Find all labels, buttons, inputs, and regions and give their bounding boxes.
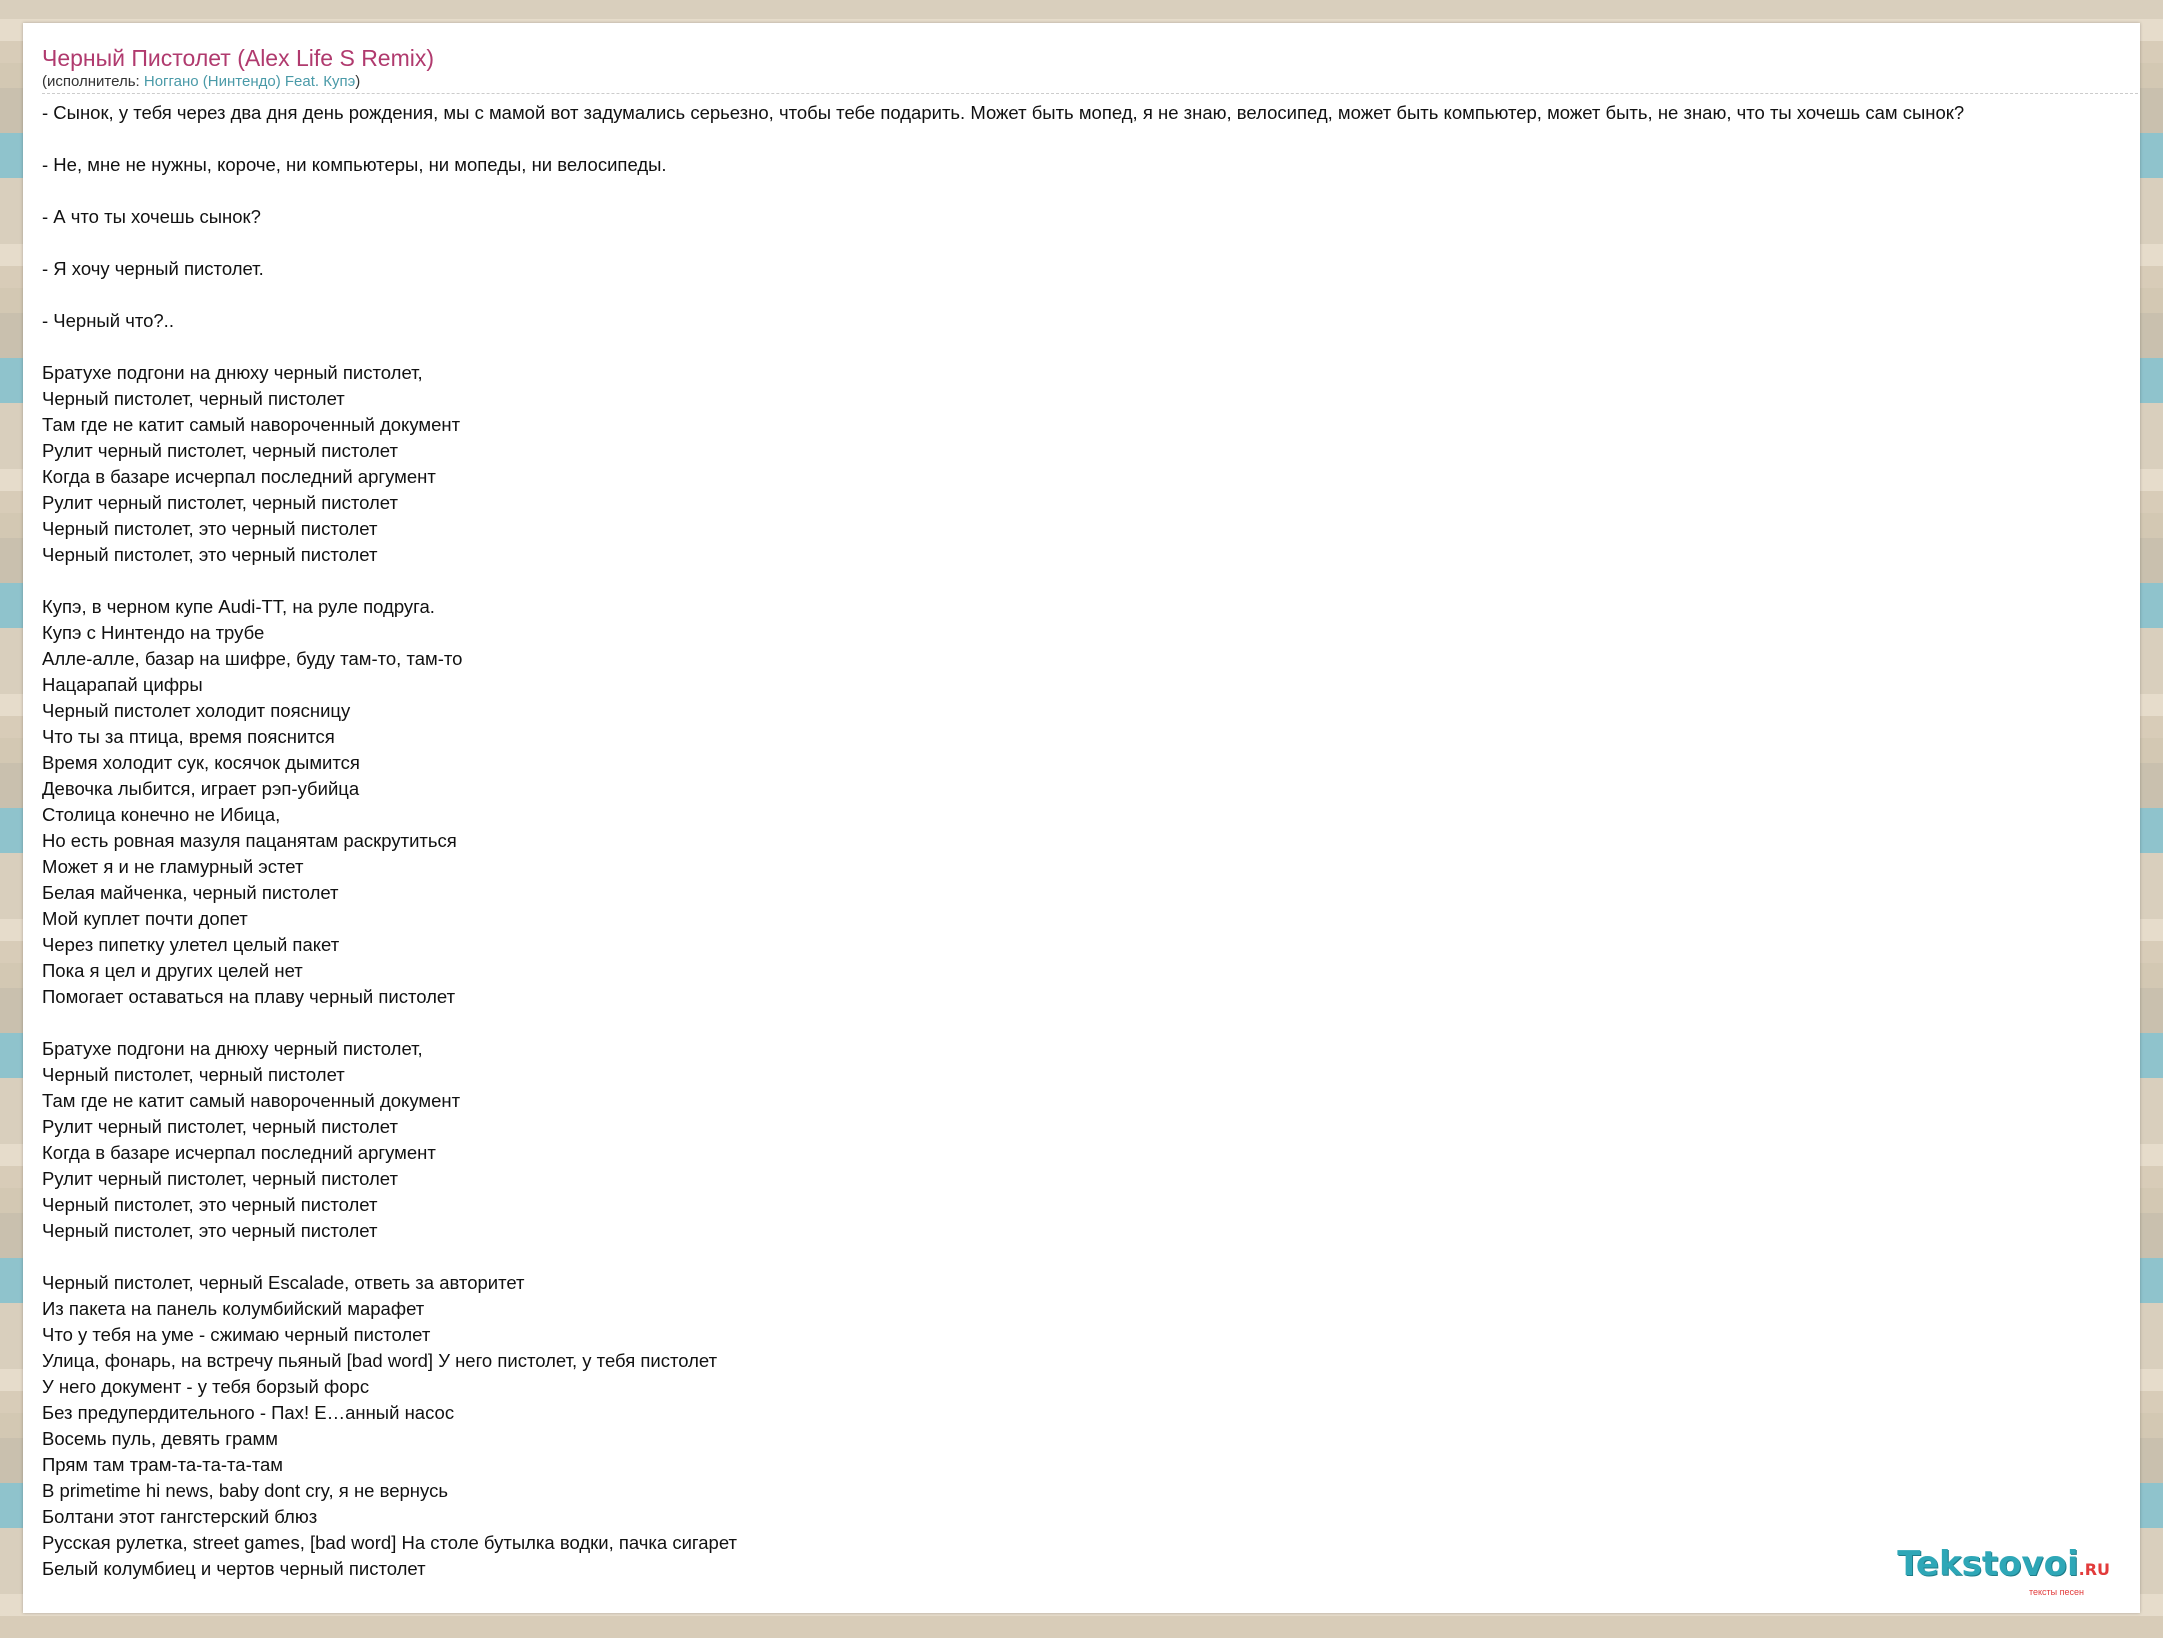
lyric-line: - Не, мне не нужны, короче, ни компьютеры, ни мопеды, ни велосипеды. <box>42 154 667 175</box>
lyric-line: Черный пистолет, это черный пистолет <box>42 1220 378 1241</box>
lyric-line: Купэ, в черном купе Audi-TT, на руле подруга. <box>42 596 435 617</box>
lyric-blank-line <box>42 282 2140 308</box>
lyric-line: Черный пистолет, черный пистолет <box>42 1064 345 1085</box>
lyric-line: Что ты за птица, время пояснится <box>42 726 335 747</box>
lyric-blank-line <box>42 126 2140 152</box>
lyric-line: - Сынок, у тебя через два дня день рождения, мы с мамой вот задумались серьезно, чтобы тебе подарить. Может быть мопед, я не знаю, велосипед, может быть компьютер, может быть, не знаю, что ты хочешь сам сынок? <box>42 102 1965 123</box>
lyric-line: У него документ - у тебя борзый форс <box>42 1376 370 1397</box>
performer-suffix: ) <box>355 73 361 90</box>
lyric-line: Черный пистолет, черный Escalade, ответь за авторитет <box>42 1272 525 1293</box>
lyric-line: Белый колумбиец и чертов черный пистолет <box>42 1558 426 1579</box>
lyric-line: В primetime hi news, baby dont cry, я не вернусь <box>42 1480 448 1501</box>
lyric-line: Когда в базаре исчерпал последний аргумент <box>42 1142 436 1163</box>
lyric-line: Черный пистолет холодит поясницу <box>42 700 351 721</box>
lyrics-page <box>23 23 2140 1613</box>
logo-tagline: тексты песен <box>2028 1587 2084 1597</box>
lyric-line: Рулит черный пистолет, черный пистолет <box>42 1116 398 1137</box>
lyric-line: Рулит черный пистолет, черный пистолет <box>42 440 398 461</box>
lyric-line: Девочка лыбится, играет рэп-убийца <box>42 778 360 799</box>
lyric-line: Из пакета на панель колумбийский марафет <box>42 1298 425 1319</box>
lyric-line: Там где не катит самый навороченный документ <box>42 1090 461 1111</box>
lyric-line: Черный пистолет, черный пистолет <box>42 388 345 409</box>
lyric-line: Пока я цел и других целей нет <box>42 960 303 981</box>
lyric-line: Черный пистолет, это черный пистолет <box>42 518 378 539</box>
lyric-line: Купэ с Нинтендо на трубе <box>42 622 265 643</box>
lyric-line: Мой куплет почти допет <box>42 908 248 929</box>
lyric-line: Братухе подгони на днюху черный пистолет, <box>42 362 423 383</box>
lyric-line: Но есть ровная мазуля пацанятам раскрутиться <box>42 830 457 851</box>
lyric-line: Время холодит сук, косячок дымится <box>42 752 360 773</box>
lyric-line: Рулит черный пистолет, черный пистолет <box>42 1168 398 1189</box>
lyric-line: Там где не катит самый навороченный документ <box>42 414 461 435</box>
lyric-line: Может я и не гламурный эстет <box>42 856 304 877</box>
lyric-line: - Черный что?.. <box>42 310 174 331</box>
lyric-blank-line <box>42 568 2140 594</box>
lyric-blank-line <box>42 334 2140 360</box>
lyric-line: Черный пистолет, это черный пистолет <box>42 544 378 565</box>
performer-line <box>42 73 2138 94</box>
lyric-line: - Я хочу черный пистолет. <box>42 258 264 279</box>
lyric-line: Что у тебя на уме - сжимаю черный пистолет <box>42 1324 431 1345</box>
lyric-line: Болтани этот гангстерский блюз <box>42 1506 318 1527</box>
performer-link[interactable]: Ноггано (Нинтендо) Feat. Купэ <box>143 73 356 90</box>
logo-tld: .RU <box>2078 1560 2110 1579</box>
lyric-line: Братухе подгони на днюху черный пистолет, <box>42 1038 423 1059</box>
lyrics-text <box>42 100 2140 1582</box>
content-area <box>42 43 2140 1582</box>
lyric-blank-line <box>42 1010 2140 1036</box>
tekstovoi-logo <box>1897 1544 2110 1597</box>
song-title: Черный Пистолет (Alex Life S Remix) <box>42 45 435 71</box>
lyric-line: Через пипетку улетел целый пакет <box>42 934 340 955</box>
lyric-blank-line <box>42 1244 2140 1270</box>
lyric-line: Без предупердительного - Пах! Е…анный насос <box>42 1402 455 1423</box>
lyric-line: Черный пистолет, это черный пистолет <box>42 1194 378 1215</box>
lyric-line: Помогает оставаться на плаву черный пистолет <box>42 986 456 1007</box>
logo-brand: Tekstovoi.RU <box>1897 1544 2110 1584</box>
lyric-line: Прям там трам-та-та-та-там <box>42 1454 284 1475</box>
lyric-line: Нацарапай цифры <box>42 674 203 695</box>
lyric-line: - А что ты хочешь сынок? <box>42 206 261 227</box>
performer-prefix: (исполнитель: <box>42 73 144 90</box>
lyric-line: Восемь пуль, девять грамм <box>42 1428 278 1449</box>
lyric-line: Алле-алле, базар на шифре, буду там-то, там-то <box>42 648 463 669</box>
lyric-line: Русская рулетка, street games, [bad word] На столе бутылка водки, пачка сигарет <box>42 1532 737 1553</box>
lyric-line: Рулит черный пистолет, черный пистолет <box>42 492 398 513</box>
lyric-line: Когда в базаре исчерпал последний аргумент <box>42 466 436 487</box>
lyric-line: Белая майченка, черный пистолет <box>42 882 339 903</box>
lyric-blank-line <box>42 230 2140 256</box>
lyric-blank-line <box>42 178 2140 204</box>
lyric-line: Улица, фонарь, на встречу пьяный [bad word] У него пистолет, у тебя пистолет <box>42 1350 718 1371</box>
lyric-line: Столица конечно не Ибица, <box>42 804 281 825</box>
